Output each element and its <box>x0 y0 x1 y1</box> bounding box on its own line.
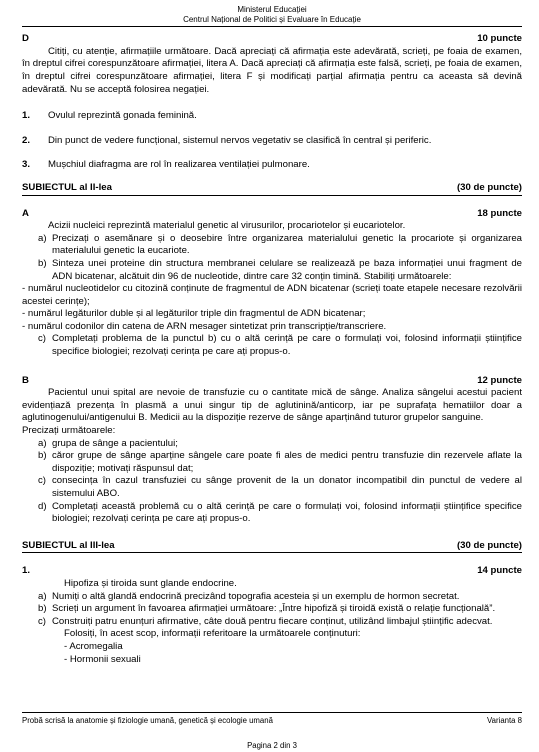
section-b-points: 12 puncte <box>477 374 522 386</box>
page-header <box>22 5 522 24</box>
section-b-item: d) Completați această problemă cu o altă cerință pe care o formulați voi, folosind informații științifice specifice biologiei; rezolvați cerința pe care ați propus-o. <box>38 500 522 525</box>
section-b-intro: Pacientul unui spital are nevoie de transfuzie cu o cantitate mică de sânge. Analiza sângelui acestui pacient evidențiază prezența în plasmă a unui singur tip de aglutinină/anticorp, iar pe suprafața hematiilor doar a aglutinogenului/antigenului B. Medicii au la dispoziție rezerve de sânge aparținând tuturor grupelor sanguine. <box>22 387 522 424</box>
statement-item: 3. Mușchiul diafragma are rol în realizarea ventilației pulmonare. <box>22 159 310 171</box>
page-number: Pagina 2 din 3 <box>247 740 297 750</box>
section-d-instructions: Citiți, cu atenție, afirmațiile următoare. Dacă apreciați că afirmația este adevărată, scrieți, pe foaia de examen, în dreptul cifrei corespunzătoare afirmației, litera A. Dacă apreciați că afirmația este falsă, scrieți, pe foaia de examen, în dreptul cifrei corespunzătoare afirmației, litera F și modificați parțial afirmația pentru ca aceasta să devină adevărată. Nu se acceptă folosirea negației. <box>22 45 522 95</box>
statement-item: 2. Din punct de vedere funcțional, sistemul nervos vegetativ se clasifică în central și periferic. <box>22 134 432 146</box>
section-a-points: 18 puncte <box>477 207 522 219</box>
item-1-subitem: b) Scrieți un argument în favoarea afirmației următoare: „Între hipofiză și tiroidă există o relație funcțională”. <box>38 603 496 615</box>
ministry-name: Ministerul Educației <box>237 5 307 14</box>
section-d-heading <box>22 33 522 46</box>
section-a-item-c: c) Completați problema de la punctul b) cu o altă cerință pe care o formulați voi, folosind informații științifice specifice biologiei; rezolvați cerința pe care ați propus-o. <box>38 333 522 358</box>
section-a-letter: A <box>22 207 29 219</box>
subject-3-heading <box>22 540 522 554</box>
center-name: Centrul Național de Politici și Evaluare în Educație <box>183 14 361 24</box>
section-a-dash-item: - numărul legăturilor duble și al legăturilor triple din fragmentul de ADN bicatenar; <box>22 308 366 320</box>
content-item: - Hormonii sexuali <box>64 653 141 665</box>
section-b-letter: B <box>22 374 29 386</box>
section-a-item-a: a) Precizați o asemănare și o deosebire între organizarea materialului genetic la procariote și organizarea materialului genetic la eucariote. <box>38 232 522 257</box>
subject-2-points: (30 de puncte) <box>456 181 522 193</box>
item-1-use-text: Folosiți, în acest scop, informații referitoare la următoarele conținuturi: <box>64 628 361 640</box>
item-1-number: 1. <box>22 565 31 577</box>
exam-page <box>22 0 522 750</box>
subject-3-title: SUBIECTUL al III-lea <box>22 539 115 551</box>
subject-2-heading <box>22 182 522 196</box>
item-1-heading <box>22 565 522 578</box>
section-b-item: c) consecința în cazul transfuziei cu sânge provenit de la un donator incompatibil din punctul de vedere al sistemului ABO. <box>38 475 522 499</box>
section-a-heading <box>22 208 522 221</box>
section-a-item-b: b) Sinteza unei proteine din structura membranei celulare se realizează pe baza informației unui fragment de ADN bicatenar, alcătuit din 96 de nucleotide, dintre care 32 conțin timină. Stabiliți următoarele: <box>38 257 522 282</box>
section-b-item: b) căror grupe de sânge aparține sângele care poate fi ales de medici pentru transfuzie din rezervele aflate la dispoziție; motivați răspunsul dat; <box>38 450 522 474</box>
page-footer <box>22 712 522 752</box>
section-a-intro: Acizii nucleici reprezintă materialul genetic al virusurilor, procariotelor și eucariotelor. <box>48 220 406 232</box>
item-1-subitem: c) Construiți patru enunțuri afirmative, câte două pentru fiecare conținut, utilizând limbajul științific adecvat. <box>38 615 493 627</box>
section-d-letter: D <box>22 33 29 45</box>
section-a-dash-item: - numărul codonilor din catena de ARN mesager sintetizat prin transcripție/transcriere. <box>22 320 387 332</box>
content-item: - Acromegalia <box>64 640 123 652</box>
subject-2-title: SUBIECTUL al II-lea <box>22 181 112 193</box>
section-b-heading <box>22 375 522 388</box>
footer-exam-title: Probă scrisă la anatomie și fiziologie umană, genetică și ecologie umană <box>22 716 273 725</box>
header-divider <box>22 26 522 27</box>
section-d-points: 10 puncte <box>477 33 522 45</box>
section-a-dash-item: - numărul nucleotidelor cu citozină conținute de fragmentul de ADN bicatenar (scrieți toate etapele necesare rezolvării acestei cerințe); <box>22 283 522 307</box>
section-b-prompt: Precizați următoarele: <box>22 425 116 437</box>
footer-variant: Varianta 8 <box>487 716 522 725</box>
item-1-points: 14 puncte <box>477 565 522 577</box>
section-b-item: a) grupa de sânge a pacientului; <box>38 437 178 449</box>
item-1-intro: Hipofiza și tiroida sunt glande endocrine. <box>64 577 237 589</box>
statement-item: 1. Ovulul reprezintă gonada feminină. <box>22 110 197 122</box>
item-1-subitem: a) Numiți o altă glandă endocrină precizând topografia acesteia și un exemplu de hormon secretat. <box>38 590 460 602</box>
subject-3-points: (30 de puncte) <box>456 539 522 551</box>
